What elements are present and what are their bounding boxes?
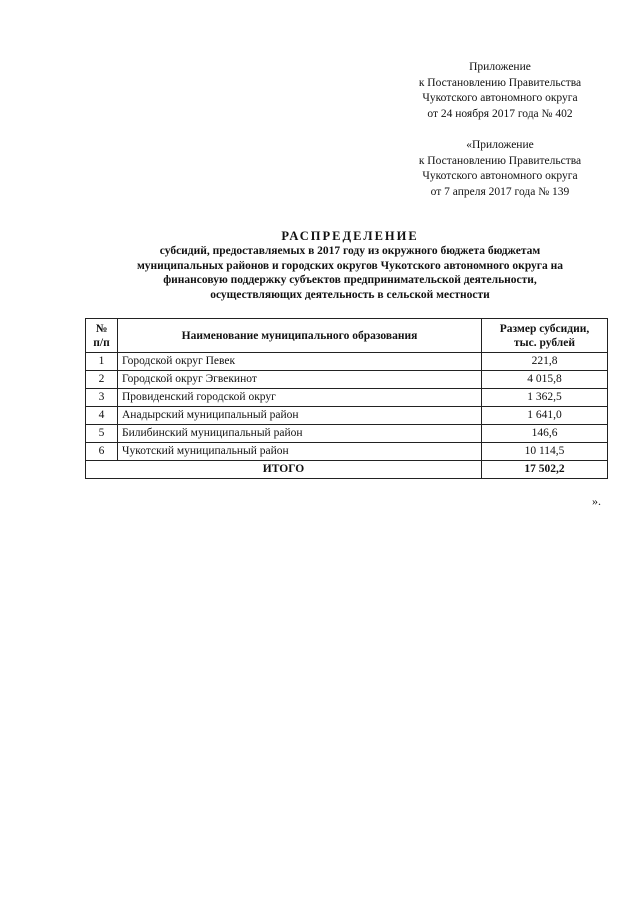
header-amount-line: Размер субсидии, bbox=[499, 322, 590, 335]
appendix-line: к Постановлению Правительства bbox=[418, 76, 582, 89]
row-name: Провиденский городской округ bbox=[118, 389, 482, 407]
appendix-line: от 24 ноября 2017 года № 402 bbox=[427, 107, 573, 120]
title-subtitle bbox=[90, 244, 610, 302]
row-amount: 146,6 bbox=[482, 425, 608, 443]
row-number: 1 bbox=[86, 353, 118, 371]
appendix-line: от 7 апреля 2017 года № 139 bbox=[430, 185, 570, 198]
row-name: Городской округ Эгвекинот bbox=[118, 371, 482, 389]
closing-quote-mark: ». bbox=[592, 494, 601, 508]
table-row bbox=[86, 371, 608, 389]
table-row bbox=[86, 443, 608, 461]
table-header-row bbox=[86, 319, 608, 353]
row-number: 4 bbox=[86, 407, 118, 425]
appendix-line: Приложение bbox=[469, 61, 531, 73]
row-amount: 1 641,0 bbox=[482, 407, 608, 425]
appendix-line: «Приложение bbox=[466, 139, 534, 151]
total-amount: 17 502,2 bbox=[482, 461, 608, 479]
row-name: Чукотский муниципальный район bbox=[118, 443, 482, 461]
subtitle-line: финансовую поддержку субъектов предпринимательской деятельности, bbox=[163, 274, 537, 286]
subtitle-line: осуществляющих деятельность в сельской местности bbox=[210, 288, 490, 301]
row-name: Анадырский муниципальный район bbox=[118, 407, 482, 425]
appendix-header-previous bbox=[380, 138, 620, 200]
appendix-line: Чукотского автономного округа bbox=[422, 92, 578, 104]
row-name: Билибинский муниципальный район bbox=[118, 425, 482, 443]
header-amount-line: тыс. рублей bbox=[514, 336, 575, 349]
table-row bbox=[86, 407, 608, 425]
subtitle-line: муниципальных районов и городских округов Чукотского автономного округа на bbox=[136, 259, 564, 272]
header-number-line: № bbox=[95, 322, 108, 335]
header-number bbox=[86, 319, 118, 353]
row-amount: 1 362,5 bbox=[482, 389, 608, 407]
row-amount: 221,8 bbox=[482, 353, 608, 371]
row-amount: 4 015,8 bbox=[482, 371, 608, 389]
header-number-line: п/п bbox=[93, 336, 110, 349]
subtitle-line: субсидий, предоставляемых в 2017 году из окружного бюджета бюджетам bbox=[159, 245, 541, 257]
table-row bbox=[86, 353, 608, 371]
header-amount bbox=[482, 319, 608, 353]
appendix-line: к Постановлению Правительства bbox=[418, 154, 582, 167]
header-name: Наименование муниципального образования bbox=[118, 319, 482, 353]
row-number: 2 bbox=[86, 371, 118, 389]
document-title bbox=[90, 228, 610, 302]
total-label: ИТОГО bbox=[86, 461, 482, 479]
table-row bbox=[86, 425, 608, 443]
row-number: 5 bbox=[86, 425, 118, 443]
title-main: РАСПРЕДЕЛЕНИЕ bbox=[281, 229, 419, 243]
table-total-row bbox=[86, 461, 608, 479]
row-number: 3 bbox=[86, 389, 118, 407]
row-number: 6 bbox=[86, 443, 118, 461]
appendix-line: Чукотского автономного округа bbox=[422, 170, 578, 182]
row-amount: 10 114,5 bbox=[482, 443, 608, 461]
appendix-header-current bbox=[380, 60, 620, 122]
table-row bbox=[86, 389, 608, 407]
distribution-table bbox=[85, 318, 608, 479]
row-name: Городской округ Певек bbox=[118, 353, 482, 371]
